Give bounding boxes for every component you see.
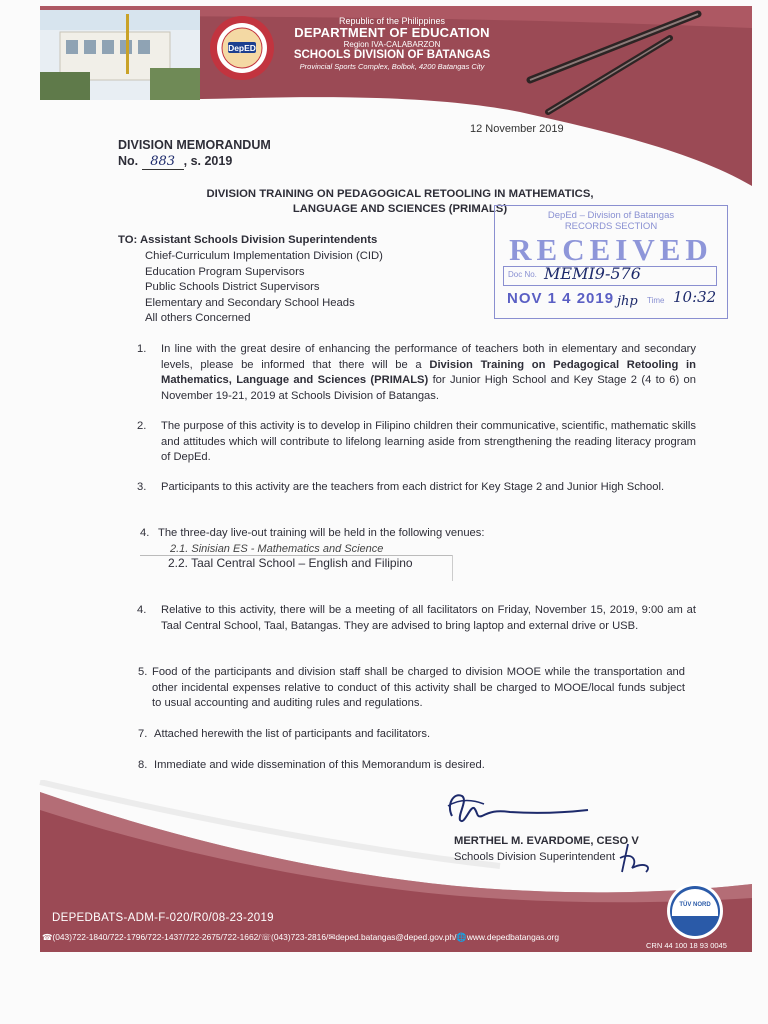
paragraph-2 bbox=[137, 419, 696, 466]
recipient-item: Education Program Supervisors bbox=[145, 265, 305, 278]
paragraph-number: 7. bbox=[138, 728, 148, 740]
crn-number: CRN 44 100 18 93 0045 bbox=[646, 941, 727, 950]
stamp-doc-number-box bbox=[503, 266, 717, 286]
recipient-item: Chief-Curriculum Implementation Division (CID) bbox=[145, 250, 383, 262]
memo-date: 12 November 2019 bbox=[470, 123, 564, 135]
signature-image bbox=[440, 786, 590, 834]
paragraph-text: for Junior High School and Key Stage 2 (4 to 6) on November 19-21, 2019 at Schools Division of Batangas. bbox=[161, 374, 696, 402]
recipient-list bbox=[145, 249, 383, 327]
paragraph-bold-text: Division Training on Pedagogical Retooling in Mathematics, Language and Sciences (PRIMALS) bbox=[161, 358, 697, 386]
seal-text: DepED bbox=[228, 43, 256, 53]
stamp-office-line-2: RECORDS SECTION bbox=[564, 221, 658, 232]
header-department: DEPARTMENT OF EDUCATION bbox=[294, 25, 490, 40]
footer-band bbox=[0, 780, 768, 1024]
paragraph-number: 4. bbox=[137, 604, 147, 616]
stamp-time-label: Time bbox=[647, 296, 665, 305]
divider bbox=[452, 555, 453, 581]
paragraph-4 bbox=[140, 526, 693, 542]
pointer-graphic bbox=[520, 8, 710, 118]
header-republic: Republic of the Philippines bbox=[338, 16, 446, 26]
stamp-docno-value: MEMI9-576 bbox=[544, 264, 641, 283]
paragraph-8 bbox=[138, 758, 689, 774]
signatory-name: MERTHEL M. EVARDOME, CESO V bbox=[454, 835, 639, 847]
paragraph-number: 5. bbox=[138, 666, 148, 678]
paragraph-7 bbox=[138, 727, 689, 743]
contact-info: ☎(043)722-1840/722-1796/722-1437/722-2675/722-1662/☏(043)723-2816/✉deped.batangas@deped.gov.ph/🌐www.depedbatangas.org bbox=[42, 932, 560, 942]
paragraph-text: The purpose of this activity is to develop in Filipino children their communicative, scientific, mathematic skills and attitudes which will contribute to lifelong learning aside from strengthening the reading literacy program of DepEd. bbox=[161, 420, 696, 463]
paragraph-6 bbox=[138, 665, 685, 712]
paragraph-text: Attached herewith the list of participants and facilitators. bbox=[154, 728, 431, 740]
header-address: Provincial Sports Complex, Bolbok, 4200 Batangas City bbox=[299, 62, 485, 71]
stamp-docno-label: Doc No. bbox=[508, 270, 537, 279]
stamp-office-line-1: DepEd – Division of Batangas bbox=[547, 210, 675, 221]
recipient-item: All others Concerned bbox=[145, 312, 251, 324]
division-building-photo bbox=[40, 10, 200, 100]
subject-line-1: DIVISION TRAINING ON PEDAGOGICAL RETOOLING IN MATHEMATICS, bbox=[206, 188, 594, 200]
paragraph-1 bbox=[137, 342, 697, 404]
recipient-item: Public Schools District Supervisors bbox=[145, 281, 320, 293]
venue-item: 2.1. Sinisian ES - Mathematics and Science bbox=[170, 543, 384, 555]
header-letterhead bbox=[262, 16, 522, 71]
recipient-item: Elementary and Secondary School Heads bbox=[145, 296, 355, 309]
paragraph-5 bbox=[137, 603, 696, 634]
badge-text: TÜV NORD bbox=[679, 902, 711, 908]
paragraph-text: Relative to this activity, there will be a meeting of all facilitators on Friday, November 15, 2019, 9:00 am at Taal Central School, Taal, Batangas. They are advised to bring laptop and external drive or USB. bbox=[161, 604, 696, 632]
received-stamp bbox=[494, 205, 728, 319]
memo-title: DIVISION MEMORANDUM bbox=[118, 138, 271, 152]
paragraph-text: Immediate and wide dissemination of this Memorandum is desired. bbox=[154, 759, 485, 771]
tuv-certification-badge bbox=[666, 882, 724, 940]
paragraph-number: 4. bbox=[140, 527, 150, 539]
subject-line-2: LANGUAGE AND SCIENCES (PRIMALS) bbox=[292, 203, 508, 215]
venue-item: 2.2. Taal Central School – English and Filipino bbox=[168, 556, 413, 570]
memo-series: , s. 2019 bbox=[183, 154, 233, 168]
stamp-time-value: 10:32 bbox=[673, 288, 717, 306]
paragraph-text: Food of the participants and division staff shall be charged to division MOOE while the transportation and other incidental expenses relative to conduct of this activity shall be charged to MOOE/local funds subject to usual accounting and auditing rules and regulations. bbox=[152, 666, 685, 709]
header-region: Region IVA-CALABARZON bbox=[343, 40, 441, 49]
paragraph-text: Participants to this activity are the teachers from each district for Key Stage 2 and Junior High School. bbox=[161, 481, 665, 493]
paragraph-number: 3. bbox=[137, 481, 147, 493]
header-division: SCHOOLS DIVISION OF BATANGAS bbox=[293, 49, 491, 61]
paragraph-3 bbox=[137, 480, 681, 496]
stamp-office bbox=[495, 210, 727, 232]
memo-no-prefix: No. bbox=[118, 154, 139, 168]
stamp-date: NOV 1 4 2019 bbox=[507, 290, 615, 307]
signatory-position: Schools Division Superintendent bbox=[454, 851, 616, 863]
stamp-received-text: RECEIVED bbox=[509, 232, 713, 267]
form-code: DEPEDBATS-ADM-F-020/R0/08-23-2019 bbox=[52, 912, 274, 924]
memo-number-line bbox=[118, 154, 232, 170]
paragraph-number: 1. bbox=[137, 343, 147, 355]
paragraph-text: In line with the great desire of enhancing the performance of teachers both in elementary and secondary levels, please be informed that there will be a bbox=[161, 343, 696, 371]
to-label: TO: Assistant Schools Division Superintendents bbox=[118, 234, 378, 246]
paragraph-text: The three-day live-out training will be held in the following venues: bbox=[158, 527, 485, 539]
paragraph-number: 8. bbox=[138, 759, 148, 771]
paragraph-number: 2. bbox=[137, 420, 147, 432]
memo-number: 883 bbox=[142, 154, 184, 170]
stamp-initials: jhp bbox=[617, 294, 638, 309]
